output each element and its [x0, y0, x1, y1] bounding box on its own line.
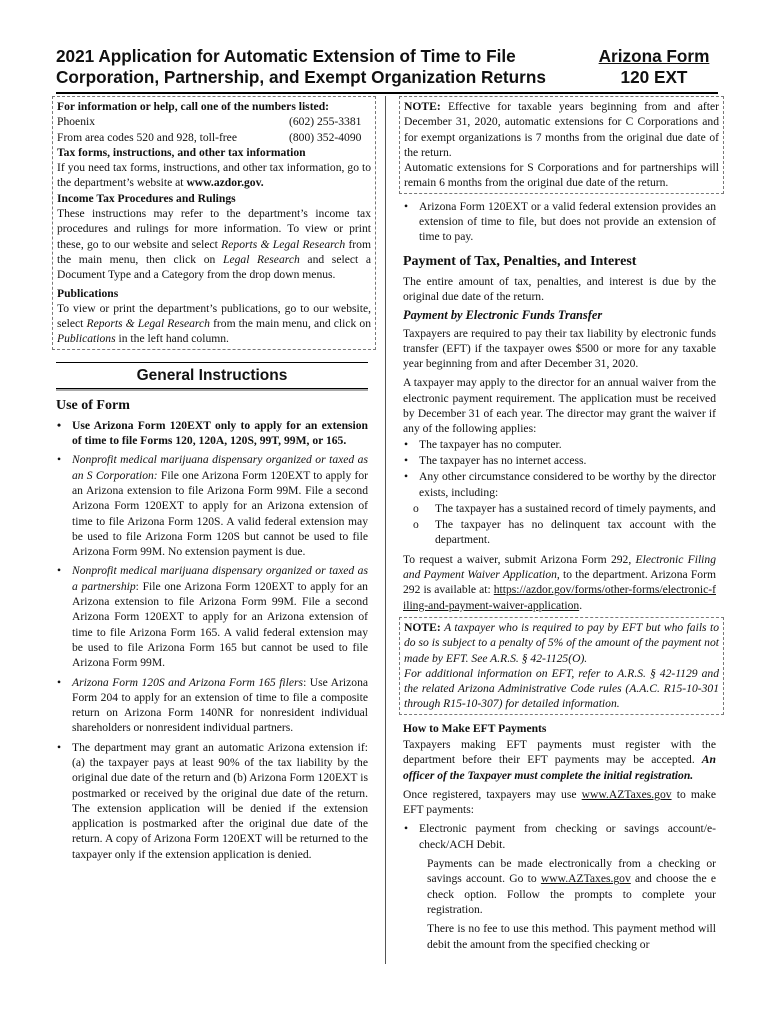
payment-text: The entire amount of tax, penalties, and interest is due by the original due date of the return. — [403, 274, 716, 303]
phoenix-label: Phoenix — [57, 115, 96, 129]
aztaxes-link[interactable]: www.AZTaxes.gov — [581, 787, 672, 801]
general-instructions-heading: General Instructions — [56, 362, 368, 389]
note-text: NOTE: Effective for taxable years beginning from and after December 31, 2020, automatic extensions for C Corporations and for exempt organizations is 7 months from the original due date of the return. — [404, 100, 719, 159]
eft-note-text-2: For additional information on EFT, refer to A.R.S. § 42-1129 and the related Arizona Administrative Code rules (A.A.C. R15-10-301 through R15-10-307) for detailed information. — [404, 666, 719, 711]
list-item: • Electronic payment from checking or savings account/e-check/ACH Debit. — [403, 821, 716, 852]
title-line-1: 2021 Application for Automatic Extension of Time to File — [56, 46, 516, 66]
right-column — [403, 96, 719, 952]
area-codes-number: (800) 352-4090 — [289, 130, 362, 144]
column-divider — [385, 96, 386, 964]
taxforms-text: If you need tax forms, instructions, and other tax information, go to the department’s website at www.azdor.gov. — [57, 161, 371, 190]
procedures-heading: Income Tax Procedures and Rulings — [57, 191, 236, 205]
fee-text: There is no fee to use this method. This payment method will debit the amount from the specified checking or — [427, 922, 716, 951]
request-text: To request a waiver, submit Arizona Form 292, Electronic Filing and Payment Waiver Application, to the department. Arizona Form 292 is available at: https://azdor.gov/forms/other-forms/electronic-filing-and-payment-waiver-application. — [403, 552, 716, 612]
list-item: • Any other circumstance considered to be worthy by the director exists, including: — [403, 469, 716, 500]
publications-heading: Publications — [57, 286, 119, 300]
use-of-form-heading: Use of Form — [56, 397, 130, 413]
publications-text: To view or print the department’s publications, go to our website, select Reports & Legal Research from the main menu, and click on Publications in the left hand column. — [57, 301, 371, 346]
note-box — [399, 96, 724, 194]
list-item: • Nonprofit medical marijuana dispensary organized or taxed as an S Corporation: File one Arizona Form 120EXT to apply for an Arizona extension to file Arizona Form 99M. File a second Arizona Form 120EXT to apply for an Arizona extension of time to file Arizona Form 120S. A valid federal extension may be used to file Arizona Form 120S but cannot be used to file Arizona Form 99M. No extension payment is due. — [56, 452, 368, 559]
contact-info-box — [52, 96, 376, 350]
aztaxes-link-2[interactable]: www.AZTaxes.gov — [540, 872, 631, 886]
list-item: • Arizona Form 120S and Arizona Form 165 filers: Use Arizona Form 204 to apply for an extension of time to file a composite return on Arizona Form 140NR for nonresident individual shareholders or nonresident individual partners. — [56, 675, 368, 736]
list-item: o The taxpayer has a sustained record of timely payments, and — [411, 501, 716, 516]
area-codes-row — [57, 130, 371, 145]
echeck-text: Payments can be made electronically from a checking or savings account. Go to www.AZTaxes.gov and choose the e check option. Follow the prompts to complete your registration. — [427, 857, 716, 916]
taxforms-heading: Tax forms, instructions, and other tax information — [57, 145, 306, 159]
note-text-2: Automatic extensions for S Corporations and for partnerships will remain 6 months from the original due date of the return. — [404, 161, 719, 190]
how-text: Taxpayers making EFT payments must register with the department before their EFT payments may be accepted. An officer of the Taxpayer must complete the initial registration. — [403, 737, 716, 782]
left-column — [56, 96, 371, 866]
list-item: • The department may grant an automatic Arizona extension if: (a) the taxpayer pays at least 90% of the tax liability by the original due date of the return and (b) Arizona Form 120EXT is postmarked or received by the original due date of the return. The extension application will be denied if the extension application is postmarked after the original due date of the return. A copy of Arizona Form 120EXT will be returned to the taxpayer only if the extension application is denied. — [56, 740, 368, 862]
title-line-2: Corporation, Partnership, and Exempt Organization Returns — [56, 67, 546, 87]
extension-list — [403, 199, 716, 245]
list-item: • Use Arizona Form 120EXT only to apply for an extension of time to file Forms 120, 120A, 120S, 99T, 99M, or 165. — [56, 418, 368, 449]
eft-note-text: NOTE: A taxpayer who is required to pay by EFT but who fails to do so is subject to a penalty of 5% of the amount of the payment not made by EFT. See A.R.S. § 42-1125(O). — [404, 620, 719, 665]
eft-note-box — [399, 617, 724, 715]
eft-heading: Payment by Electronic Funds Transfer — [403, 308, 603, 323]
waiver-link[interactable]: https://azdor.gov/forms/other-forms/electronic-filing-and-payment-waiver-application — [403, 583, 716, 612]
info-heading: For information or help, call one of the numbers listed: — [57, 100, 330, 113]
phoenix-number: (602) 255-3381 — [289, 115, 362, 129]
how-heading: How to Make EFT Payments — [403, 721, 547, 735]
list-item: • Nonprofit medical marijuana dispensary organized or taxed as a partnership: File one Arizona Form 120EXT to apply for an Arizona extension to file Arizona Form 99M. File a second Arizona Form 120EXT to apply for an Arizona extension of time to file Arizona Form 165. A valid federal extension may be used to file Arizona Form 165 but cannot be used to file Arizona Form 99M. — [56, 563, 368, 670]
form-identifier — [592, 46, 716, 88]
waiver-list — [403, 437, 716, 548]
area-codes-label: From area codes 520 and 928, toll-free — [57, 130, 237, 144]
waiver-text: A taxpayer may apply to the director for an annual waiver from the electronic payment requirement. The application must be received by December 31 of each year. The director may grant the waiver if any of the following applies: — [403, 376, 716, 436]
list-item: • The taxpayer has no computer. — [403, 437, 716, 452]
list-item: • The taxpayer has no internet access. — [403, 453, 716, 468]
form-line-1: Arizona Form — [598, 46, 710, 66]
list-item: • Arizona Form 120EXT or a valid federal extension provides an extension of time to file, but does not provide an extension of time to pay. — [403, 199, 716, 245]
form-line-2: 120 EXT — [620, 67, 688, 87]
procedures-text: These instructions may refer to the department’s income tax procedures and rulings for more information. To view or print these, go to our website and select Reports & Legal Research from the main menu, then click on Legal Research and select a Document Type and a Category from the drop down menus. — [57, 207, 371, 282]
once-text: Once registered, taxpayers may use www.AZTaxes.gov to make EFT payments: — [403, 787, 716, 817]
use-of-form-list — [56, 418, 368, 862]
eft-method-list — [403, 821, 716, 852]
list-item: o The taxpayer has no delinquent tax account with the department. — [411, 517, 716, 548]
phoenix-row — [57, 114, 371, 129]
eft-text: Taxpayers are required to pay their tax liability by electronic funds transfer (EFT) if the taxpayer owes $500 or more for any taxable year beginning from and after December 31, 2020. — [403, 326, 716, 371]
header-rule — [56, 92, 718, 94]
page-title — [56, 46, 576, 88]
website-link[interactable]: www.azdor.gov. — [186, 176, 264, 190]
payment-heading: Payment of Tax, Penalties, and Interest — [403, 253, 637, 269]
